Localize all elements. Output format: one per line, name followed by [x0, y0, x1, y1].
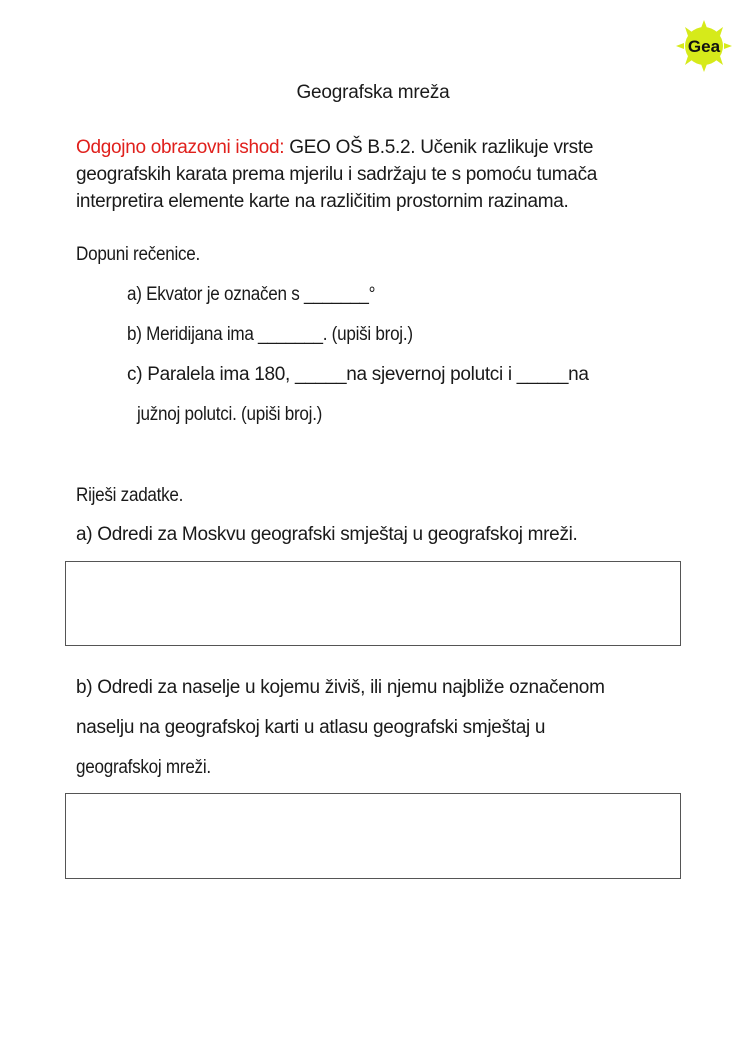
answer-box-b[interactable]	[65, 793, 681, 879]
task2-heading: Riješi zadatke.	[76, 485, 184, 506]
task2-question-b-line-1: b) Odredi za naselje u kojemu živiš, ili njemu najbliže označenom	[76, 677, 605, 698]
task2-question-a: a) Odredi za Moskvu geografski smještaj u geografskoj mreži.	[76, 524, 578, 545]
outcome-text-1: GEO OŠ B.5.2. Učenik razlikuje vrste	[284, 137, 594, 158]
logo-text: Gea	[687, 37, 721, 56]
task2-question-b-line-3: geografskoj mreži.	[76, 757, 211, 778]
task1-heading: Dopuni rečenice.	[76, 244, 201, 265]
outcome-label: Odgojno obrazovni ishod:	[76, 137, 285, 158]
outcome-line-1	[76, 137, 593, 159]
task1-item-c: c) Paralela ima 180, _____na sjevernoj polutci i _____na	[127, 364, 589, 385]
task2-question-b-line-2: naselju na geografskoj karti u atlasu geografski smještaj u	[76, 717, 546, 738]
page-title: Geografska mreža	[296, 82, 450, 103]
outcome-line-3: interpretira elemente karte na različitim prostornim razinama.	[76, 191, 569, 212]
gea-logo	[676, 20, 732, 72]
task1-item-b: b) Meridijana ima _______. (upiši broj.)	[127, 324, 413, 345]
answer-box-a[interactable]	[65, 561, 681, 646]
outcome-line-2: geografskih karata prema mjerilu i sadržaju te s pomoću tumača	[76, 164, 598, 185]
task1-item-c-cont: južnoj polutci. (upiši broj.)	[137, 404, 323, 425]
task1-item-a: a) Ekvator je označen s _______°	[127, 284, 376, 305]
